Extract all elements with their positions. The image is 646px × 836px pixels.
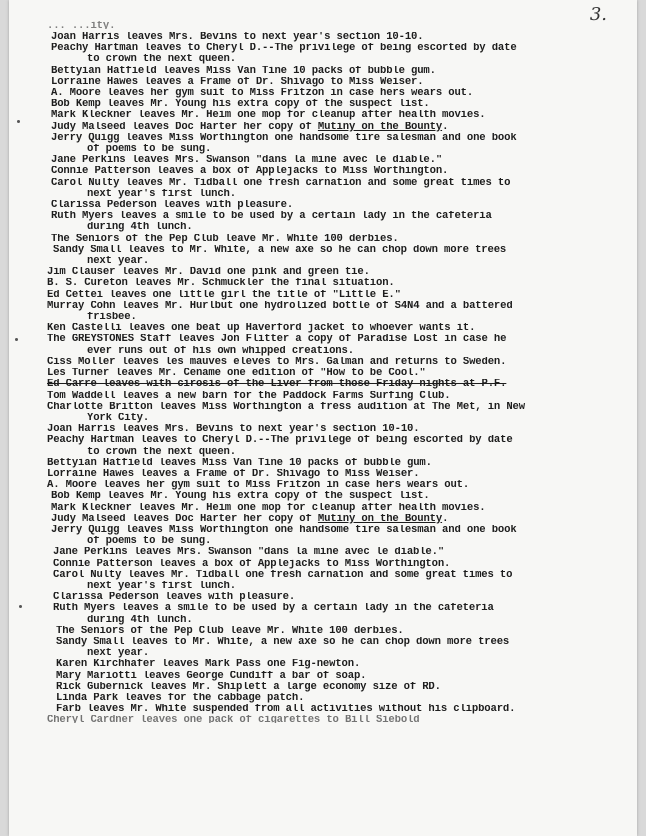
text-line-body: Connie Patterson leaves a box of Applejacks to Miss Worthington. bbox=[53, 558, 451, 570]
text-line-end: . bbox=[442, 121, 449, 133]
text-line bbox=[53, 603, 631, 614]
text-line bbox=[51, 234, 631, 245]
text-line-body: York City. bbox=[87, 412, 150, 424]
line-list bbox=[47, 32, 631, 715]
text-line bbox=[51, 77, 631, 88]
top-fragment: ... ...ity. bbox=[47, 21, 116, 29]
text-line-body: Karen Kirchhafer leaves Mark Pass one Fig-newton. bbox=[56, 659, 361, 671]
text-line bbox=[56, 682, 631, 693]
text-line bbox=[47, 323, 631, 334]
text-line-body: Ed Carre leaves with cirosis of the Liver from those Friday nights at P.F. bbox=[47, 379, 507, 391]
text-line-body: Jane Perkins leaves Mrs. Swanson "dans la mine avec le diable." bbox=[53, 547, 445, 559]
text-line-body: Bob Kemp leaves Mr. Young his extra copy of the suspect list. bbox=[51, 99, 430, 111]
text-line bbox=[47, 222, 631, 233]
text-line-body: Bob Kemp leaves Mr. Young his extra copy of the suspect list. bbox=[51, 491, 430, 503]
text-line bbox=[53, 592, 631, 603]
text-line bbox=[51, 525, 631, 536]
text-line bbox=[47, 301, 631, 312]
text-line bbox=[47, 413, 631, 424]
text-line bbox=[51, 211, 631, 222]
text-line-body: during 4th lunch. bbox=[87, 614, 193, 626]
text-line bbox=[47, 458, 631, 469]
text-line-body: B. S. Cureton leaves Mr. Schmuckler the final situation. bbox=[47, 278, 395, 290]
text-line-body: Tom Waddell leaves a new barn for the Paddock Farms Surfing Club. bbox=[47, 390, 451, 402]
text-line bbox=[47, 402, 631, 413]
text-line-body: The GREYSTONES Staff leaves Jon Flitter a copy of Paradise Lost in case he bbox=[47, 334, 507, 346]
text-line-body: next year. bbox=[87, 256, 150, 268]
text-line-body: of poems to be sung. bbox=[87, 144, 212, 156]
text-line bbox=[47, 435, 631, 446]
text-line bbox=[47, 391, 631, 402]
text-line bbox=[56, 671, 631, 682]
text-line bbox=[56, 659, 631, 670]
text-line bbox=[47, 54, 631, 65]
text-line-body: Peachy Hartman leaves to Cheryl D.--The privilege of being escorted by date bbox=[51, 43, 517, 55]
bottom-fragment: Cheryl Cardner leaves one pack of cigarettes to Bill Siebold bbox=[47, 715, 420, 724]
text-line-body: Carol Nulty leaves Mr. Tidball one fresh carnation and some great times to bbox=[53, 569, 513, 581]
text-line-body: Ruth Myers leaves a smile to be used by a certain lady in the cafeteria bbox=[53, 603, 494, 615]
text-line-body: A. Moore leaves her gym suit to Miss Fritzon in case hers wears out. bbox=[51, 88, 474, 100]
text-line-body: Charlotte Britton leaves Miss Worthington a fress audition at The Met, in New bbox=[47, 401, 525, 413]
text-line-body: next year's first lunch. bbox=[87, 188, 236, 200]
text-line bbox=[47, 648, 631, 659]
text-line bbox=[47, 469, 631, 480]
text-line bbox=[51, 66, 631, 77]
text-line-body: during 4th lunch. bbox=[87, 222, 193, 234]
text-line bbox=[51, 155, 631, 166]
text-line bbox=[47, 312, 631, 323]
text-line-body: Bettyian Hatfield leaves Miss Van Tine 10 packs of bubble gum. bbox=[47, 457, 432, 469]
text-line bbox=[47, 379, 631, 390]
margin-dot bbox=[17, 120, 20, 123]
text-line bbox=[47, 346, 631, 357]
document-text bbox=[47, 21, 631, 724]
text-line bbox=[51, 200, 631, 211]
text-line-body: Ruth Myers leaves a smile to be used by a certain lady in the cafeteria bbox=[51, 211, 492, 223]
text-line-body: Connie Patterson leaves a box of Applejacks to Miss Worthington. bbox=[51, 166, 449, 178]
underlined-title: Mutiny on the Bounty bbox=[317, 121, 443, 133]
text-line-body: Ed Cettei leaves one little girl the title of "Little E." bbox=[47, 289, 401, 301]
text-line bbox=[51, 88, 631, 99]
text-line-body: next year's first lunch. bbox=[87, 580, 236, 592]
text-line-body: Mary Mariotti leaves George Cundiff a bar of soap. bbox=[56, 670, 367, 682]
text-line bbox=[47, 536, 631, 547]
text-line bbox=[47, 189, 631, 200]
text-line bbox=[51, 503, 631, 514]
page-number: 3. bbox=[589, 4, 607, 25]
margin-dot bbox=[15, 338, 18, 341]
text-line bbox=[47, 480, 631, 491]
text-line bbox=[51, 514, 631, 525]
text-line-body: Lorraine Hawes leaves a Frame of Dr. Shivago to Miss Weiser. bbox=[51, 76, 424, 88]
text-line-body: Les Turner leaves Mr. Cename one edition of "How to be Cool." bbox=[47, 368, 426, 380]
text-line bbox=[47, 290, 631, 301]
text-line-body: Murray Cohn leaves Mr. Hurlbut one hydrolized bottle of S4N4 and a battered bbox=[47, 300, 513, 312]
text-line bbox=[47, 144, 631, 155]
text-line-body: Mark Kleckner leaves Mr. Heim one mop for cleanup after health movies. bbox=[51, 502, 486, 514]
text-line bbox=[47, 424, 631, 435]
text-line bbox=[47, 278, 631, 289]
text-line bbox=[51, 99, 631, 110]
text-line bbox=[51, 32, 631, 43]
text-line-body: Farb leaves Mr. White suspended from all activities without his clipboard. bbox=[56, 704, 516, 716]
text-line bbox=[47, 447, 631, 458]
text-line bbox=[47, 267, 631, 278]
text-line bbox=[51, 491, 631, 502]
text-line bbox=[53, 547, 631, 558]
text-line bbox=[53, 245, 631, 256]
text-line-body: Sandy Small leaves to Mr. White, a new axe so he can chop down more trees bbox=[53, 244, 507, 256]
text-line bbox=[47, 357, 631, 368]
text-line-body: Jerry Quigg leaves Miss Worthington one handsome tire salesman and one book bbox=[51, 132, 517, 144]
text-line bbox=[51, 122, 631, 133]
text-line-body: A. Moore leaves her gym suit to Miss Fritzon in case hers wears out. bbox=[47, 480, 470, 492]
text-line bbox=[51, 178, 631, 189]
text-line bbox=[47, 334, 631, 345]
text-line-body: Clarissa Pederson leaves with pleasure. bbox=[53, 592, 296, 604]
text-line-body: Ciss Moller leaves les mauves eleves to Mrs. Galman and returns to Sweden. bbox=[47, 356, 507, 368]
text-line bbox=[47, 256, 631, 267]
text-line-body: The Seniors of the Pep Club leave Mr. White 100 derbies. bbox=[51, 233, 399, 245]
text-line-body: Clarissa Pederson leaves with pleasure. bbox=[51, 200, 294, 212]
text-line-body: Bettyian Hatfield leaves Miss Van Tine 10 packs of bubble gum. bbox=[51, 65, 436, 77]
text-line bbox=[47, 581, 631, 592]
text-line bbox=[56, 626, 631, 637]
text-line-body: Sandy Small leaves to Mr. White, a new axe so he can chop down more trees bbox=[56, 636, 510, 648]
text-line-body: Jim Clauser leaves Mr. David one pink and green tie. bbox=[47, 267, 370, 279]
text-line bbox=[56, 704, 631, 715]
text-line-body: Joan Harris leaves Mrs. Bevins to next year's section 10-10. bbox=[47, 424, 420, 436]
text-line bbox=[53, 570, 631, 581]
text-line-body: Mark Kleckner leaves Mr. Heim one mop for cleanup after health movies. bbox=[51, 110, 486, 122]
document-page bbox=[9, 0, 637, 836]
text-line-end: . bbox=[442, 513, 449, 525]
text-line bbox=[56, 693, 631, 704]
text-line-body: Lorraine Hawes leaves a Frame of Dr. Shivago to Miss Weiser. bbox=[47, 468, 420, 480]
text-line-body: Ken Castelli leaves one beat up Haverford jacket to whoever wants it. bbox=[47, 323, 476, 335]
text-line-body: Linda Park leaves for the cabbage patch. bbox=[56, 692, 305, 704]
text-line-body: Jane Perkins leaves Mrs. Swanson "dans la mine avec le diable." bbox=[51, 155, 443, 167]
text-line-body: ever runs out of his own whipped creations. bbox=[87, 345, 354, 357]
text-line bbox=[53, 559, 631, 570]
text-line-body: Judy Malseed leaves Doc Harter her copy of bbox=[51, 513, 318, 525]
text-line-body: Joan Harris leaves Mrs. Bevins to next year's section 10-10. bbox=[51, 32, 424, 43]
text-line-body: of poems to be sung. bbox=[87, 536, 212, 548]
text-line-body: Peachy Hartman leaves to Cheryl D.--The privilege of being escorted by date bbox=[47, 435, 513, 447]
text-line bbox=[51, 166, 631, 177]
underlined-title: Mutiny on the Bounty bbox=[317, 513, 443, 525]
text-line bbox=[51, 133, 631, 144]
text-line-body: Rick Gubernick leaves Mr. Shiplett a large economy size of RD. bbox=[56, 681, 441, 693]
text-line-body: The Seniors of the Pep Club leave Mr. White 100 derbies. bbox=[56, 625, 404, 637]
text-line-body: Carol Nulty leaves Mr. Tidball one fresh carnation and some great times to bbox=[51, 177, 511, 189]
text-line-body: to crown the next queen. bbox=[87, 54, 236, 66]
text-line bbox=[47, 615, 631, 626]
text-line bbox=[56, 637, 631, 648]
text-line-body: next year. bbox=[87, 648, 150, 660]
text-line-body: Judy Malseed leaves Doc Harter her copy of bbox=[51, 121, 318, 133]
text-line bbox=[51, 110, 631, 121]
text-line-body: to crown the next queen. bbox=[87, 446, 236, 458]
margin-dot bbox=[19, 605, 22, 608]
text-line-body: Jerry Quigg leaves Miss Worthington one handsome tire salesman and one book bbox=[51, 524, 517, 536]
text-line-body: frisbee. bbox=[87, 312, 137, 324]
text-line bbox=[47, 368, 631, 379]
text-line bbox=[51, 43, 631, 54]
